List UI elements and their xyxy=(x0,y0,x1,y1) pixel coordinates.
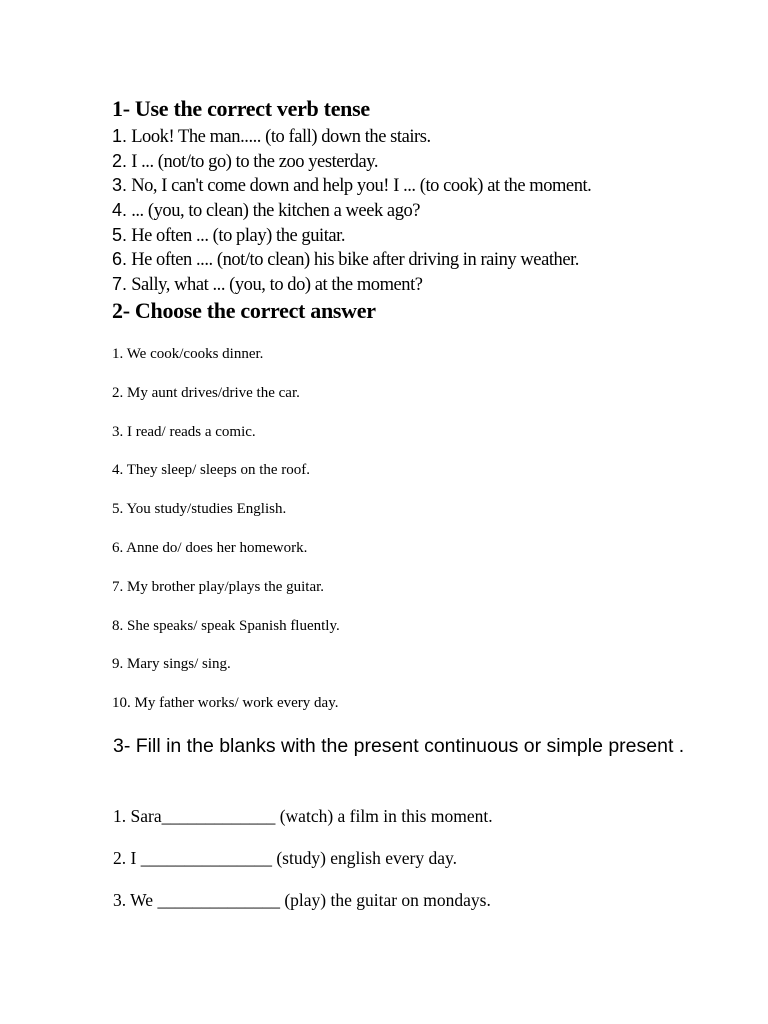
section2-title: 2- Choose the correct answer xyxy=(112,298,376,323)
item-text: ... (you, to clean) the kitchen a week ago? xyxy=(131,201,421,222)
item-text: He often ... (to play) the guitar. xyxy=(131,225,346,246)
section2-list xyxy=(112,344,340,732)
item-text: He often .... (not/to clean) his bike after driving in rainy weather. xyxy=(131,250,579,271)
item-number: 5. xyxy=(112,224,128,245)
item-number: 3. xyxy=(112,175,128,196)
list-item: 6. Anne do/ does her homework. xyxy=(112,539,308,556)
list-item xyxy=(112,149,591,174)
section3-list xyxy=(113,804,493,930)
list-item: 8. She speaks/ speak Spanish fluently. xyxy=(112,617,340,634)
list-item: 7. My brother play/plays the guitar. xyxy=(112,578,325,595)
list-item: 1. We cook/cooks dinner. xyxy=(112,346,264,362)
section3-title-text: 3- Fill in the blanks with the present continuous or simple present . xyxy=(113,735,685,757)
section3-title xyxy=(90,733,690,760)
list-item: 3. We ______________ (play) the guitar on mondays. xyxy=(113,890,491,910)
list-item xyxy=(112,272,591,297)
section1-list xyxy=(112,124,591,297)
list-item xyxy=(112,124,591,149)
list-item xyxy=(112,173,591,198)
list-item: 1. Sara_____________ (watch) a film in this moment. xyxy=(113,806,493,826)
list-item: 2. My aunt drives/drive the car. xyxy=(112,384,300,401)
section1-title: 1- Use the correct verb tense xyxy=(112,96,370,121)
list-item: 5. You study/studies English. xyxy=(112,501,287,518)
list-item: 9. Mary sings/ sing. xyxy=(112,656,231,673)
item-number: 4. xyxy=(112,200,128,221)
item-number: 1. xyxy=(112,126,128,146)
list-item xyxy=(112,198,591,223)
list-item xyxy=(112,247,591,272)
item-text: I ... (not/to go) to the zoo yesterday. xyxy=(131,151,379,172)
item-text: No, I can't come down and help you! I ... (to cook) at the moment. xyxy=(131,176,592,197)
item-text: Sally, what ... (you, to do) at the moment? xyxy=(131,275,423,296)
list-item: 10. My father works/ work every day. xyxy=(112,695,339,712)
list-item xyxy=(112,223,591,248)
list-item: 4. They sleep/ sleeps on the roof. xyxy=(112,462,311,479)
item-text: Look! The man..... (to fall) down the stairs. xyxy=(131,127,431,147)
item-number: 2. xyxy=(112,150,128,171)
list-item: 2. I _______________ (study) english every day. xyxy=(113,848,457,868)
item-number: 7. xyxy=(112,274,128,295)
list-item: 3. I read/ reads a comic. xyxy=(112,423,256,440)
item-number: 6. xyxy=(112,249,128,270)
